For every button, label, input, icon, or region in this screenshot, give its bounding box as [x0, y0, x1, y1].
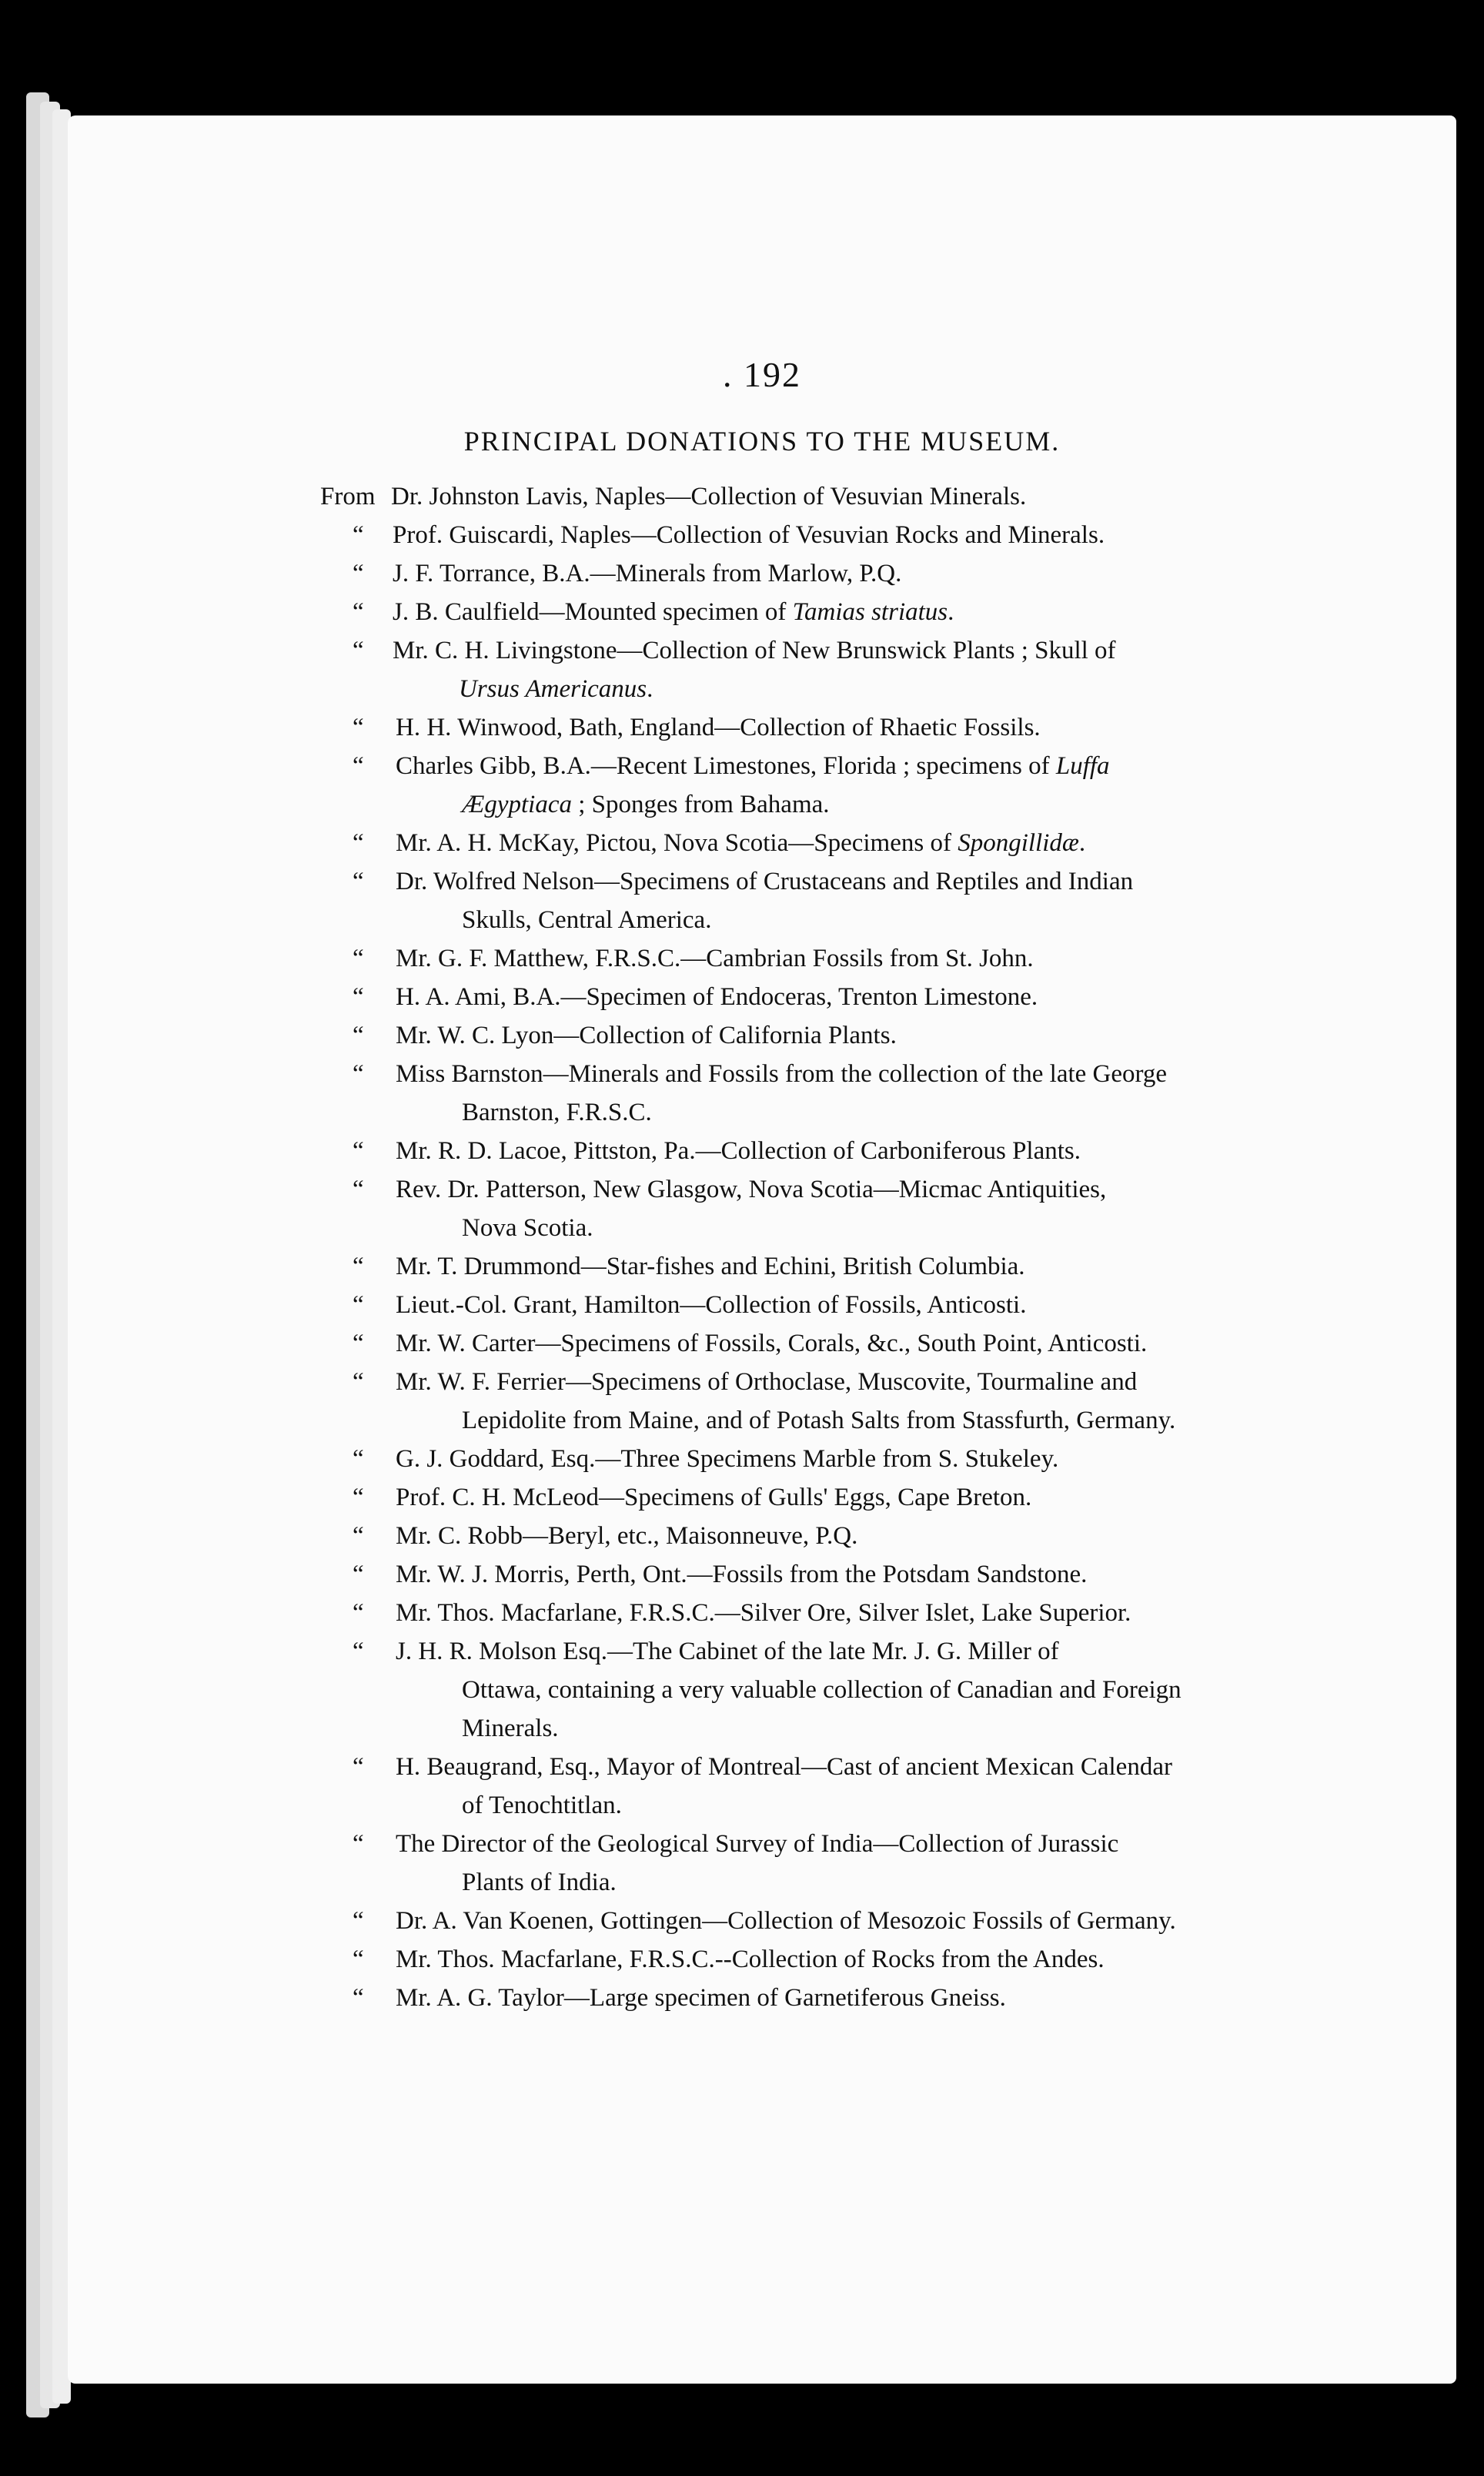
entry-text: Mr. Thos. Macfarlane, F.R.S.C.--Collection of Rocks from the Andes. — [396, 1946, 1105, 1973]
ditto-mark: “ — [353, 1368, 364, 1396]
continuation-text: Ottawa, containing a very valuable collection of Canadian and Foreign — [462, 1676, 1182, 1704]
entry-text: J. B. Caulfield—Mounted specimen of — [393, 598, 787, 626]
entry-text: Charles Gibb, B.A.—Recent Limestones, Florida ; specimens of — [396, 752, 1050, 780]
entry-text: J. F. Torrance, B.A.—Minerals from Marlow, P.Q. — [393, 560, 902, 587]
ditto-mark: “ — [353, 868, 364, 895]
entry-text: Miss Barnston—Minerals and Fossils from the collection of the late George — [396, 1060, 1168, 1088]
entry-text: Dr. A. Van Koenen, Gottingen—Collection of Mesozoic Fossils of Germany. — [396, 1907, 1176, 1935]
entry-continuation — [396, 1671, 1433, 1709]
ditto-mark: “ — [353, 1445, 364, 1473]
entry-text: Mr. C. Robb—Beryl, etc., Maisonneuve, P.Q. — [396, 1522, 858, 1550]
ditto-mark: “ — [353, 1907, 364, 1935]
ditto-mark: “ — [353, 1946, 364, 1973]
ditto-mark: “ — [353, 1753, 364, 1781]
entry-punctuation: . — [948, 598, 954, 626]
entry-continuation — [396, 901, 1433, 939]
continuation-text: Skulls, Central America. — [462, 906, 712, 934]
entry-text: Dr. Wolfred Nelson—Specimens of Crustaceans and Reptiles and Indian — [396, 868, 1134, 895]
entry-text: H. A. Ami, B.A.—Specimen of Endoceras, Trenton Limestone. — [396, 983, 1038, 1011]
ditto-mark: “ — [353, 945, 364, 972]
species-name: Ægyptiaca — [462, 791, 572, 818]
entry-text: Mr. R. D. Lacoe, Pittston, Pa.—Collection of Carboniferous Plants. — [396, 1137, 1081, 1165]
ditto-mark: “ — [353, 829, 364, 857]
entry-text: Mr. G. F. Matthew, F.R.S.C.—Cambrian Fossils from St. John. — [396, 945, 1034, 972]
entry-text: Mr. W. Carter—Specimens of Fossils, Corals, &c., South Point, Anticosti. — [396, 1330, 1148, 1357]
entry-text: Mr. A. H. McKay, Pictou, Nova Scotia—Specimens of — [396, 829, 951, 857]
entry-text: Mr. T. Drummond—Star-fishes and Echini, British Columbia. — [396, 1253, 1025, 1280]
entry-text: H. Beaugrand, Esq., Mayor of Montreal—Cast of ancient Mexican Calendar — [396, 1753, 1172, 1781]
ditto-mark: “ — [353, 1599, 364, 1627]
ditto-mark: “ — [353, 560, 364, 587]
entry-punctuation: . — [1078, 829, 1086, 857]
continuation-text: Barnston, F.R.S.C. — [462, 1099, 652, 1126]
continuation-text: of Tenochtitlan. — [462, 1792, 622, 1819]
ditto-mark: “ — [353, 1484, 364, 1511]
entry-text: Prof. C. H. McLeod—Specimens of Gulls' Eggs, Cape Breton. — [396, 1484, 1032, 1511]
ditto-mark: “ — [353, 983, 364, 1011]
entry-continuation — [396, 1786, 1433, 1825]
page-title: PRINCIPAL DONATIONS TO THE MUSEUM. — [463, 426, 1061, 457]
entry-text: Rev. Dr. Patterson, New Glasgow, Nova Scotia—Micmac Antiquities, — [396, 1176, 1107, 1203]
ditto-mark: “ — [353, 1638, 364, 1665]
ditto-mark: “ — [353, 1984, 364, 2012]
ditto-mark: “ — [353, 1522, 364, 1550]
entry-text: Dr. Johnston Lavis, Naples—Collection of Vesuvian Minerals. — [391, 483, 1027, 510]
entry-continuation — [396, 1401, 1433, 1440]
entry-continuation: Minerals. — [462, 1715, 559, 1742]
ditto-mark: “ — [353, 714, 364, 741]
entry-continuation — [396, 1093, 1433, 1132]
ditto-mark: “ — [353, 1830, 364, 1858]
ditto-mark: “ — [353, 1022, 364, 1049]
ditto-mark: “ — [353, 1176, 364, 1203]
document-page — [68, 115, 1456, 2384]
ditto-mark: “ — [353, 1561, 364, 1588]
continuation-text: . — [647, 675, 653, 703]
ditto-mark: “ — [353, 752, 364, 780]
entry-text: Mr. Thos. Macfarlane, F.R.S.C.—Silver Ore, Silver Islet, Lake Superior. — [396, 1599, 1131, 1627]
species-name: Luffa — [1055, 752, 1110, 780]
entry-text: Prof. Guiscardi, Naples—Collection of Vesuvian Rocks and Minerals. — [393, 521, 1105, 549]
species-name: Spongillidæ — [958, 829, 1079, 857]
entry-text: Mr. W. F. Ferrier—Specimens of Orthoclase, Muscovite, Tourmaline and — [396, 1368, 1138, 1396]
species-name: Tamias striatus — [792, 598, 948, 626]
ditto-mark: “ — [353, 1330, 364, 1357]
entry-continuation — [396, 785, 1433, 824]
continuation-text: Plants of India. — [462, 1869, 617, 1896]
entry-text: G. J. Goddard, Esq.—Three Specimens Marble from S. Stukeley. — [396, 1445, 1059, 1473]
entry-text: Mr. C. H. Livingstone—Collection of New Brunswick Plants ; Skull of — [393, 637, 1116, 664]
ditto-mark: “ — [353, 1291, 364, 1319]
entry-text: Mr. A. G. Taylor—Large specimen of Garnetiferous Gneiss. — [396, 1984, 1006, 2012]
entry-continuation — [393, 670, 1430, 708]
ditto-mark: “ — [353, 637, 364, 664]
entry-continuation — [396, 1209, 1433, 1247]
entry-text: The Director of the Geological Survey of India—Collection of Jurassic — [396, 1830, 1119, 1858]
species-name: Ursus Americanus — [459, 675, 647, 703]
continuation-text: Lepidolite from Maine, and of Potash Salts from Stassfurth, Germany. — [462, 1407, 1176, 1434]
from-label: From — [320, 483, 376, 510]
ditto-mark: “ — [353, 1253, 364, 1280]
entry-text: Lieut.-Col. Grant, Hamilton—Collection of Fossils, Anticosti. — [396, 1291, 1027, 1319]
entry-text: H. H. Winwood, Bath, England—Collection of Rhaetic Fossils. — [396, 714, 1041, 741]
ditto-mark: “ — [353, 1060, 364, 1088]
entry-text: J. H. R. Molson Esq.—The Cabinet of the late Mr. J. G. Miller of — [396, 1638, 1059, 1665]
entry-text: Mr. W. J. Morris, Perth, Ont.—Fossils from the Potsdam Sandstone. — [396, 1561, 1088, 1588]
continuation-text: Nova Scotia. — [462, 1214, 593, 1242]
continuation-text: ; Sponges from Bahama. — [571, 791, 830, 818]
entry-text: Mr. W. C. Lyon—Collection of California Plants. — [396, 1022, 897, 1049]
ditto-mark: “ — [353, 521, 364, 549]
ditto-mark: “ — [353, 1137, 364, 1165]
entry-continuation — [396, 1863, 1433, 1902]
page-number: . 192 — [723, 355, 801, 394]
ditto-mark: “ — [353, 598, 364, 626]
